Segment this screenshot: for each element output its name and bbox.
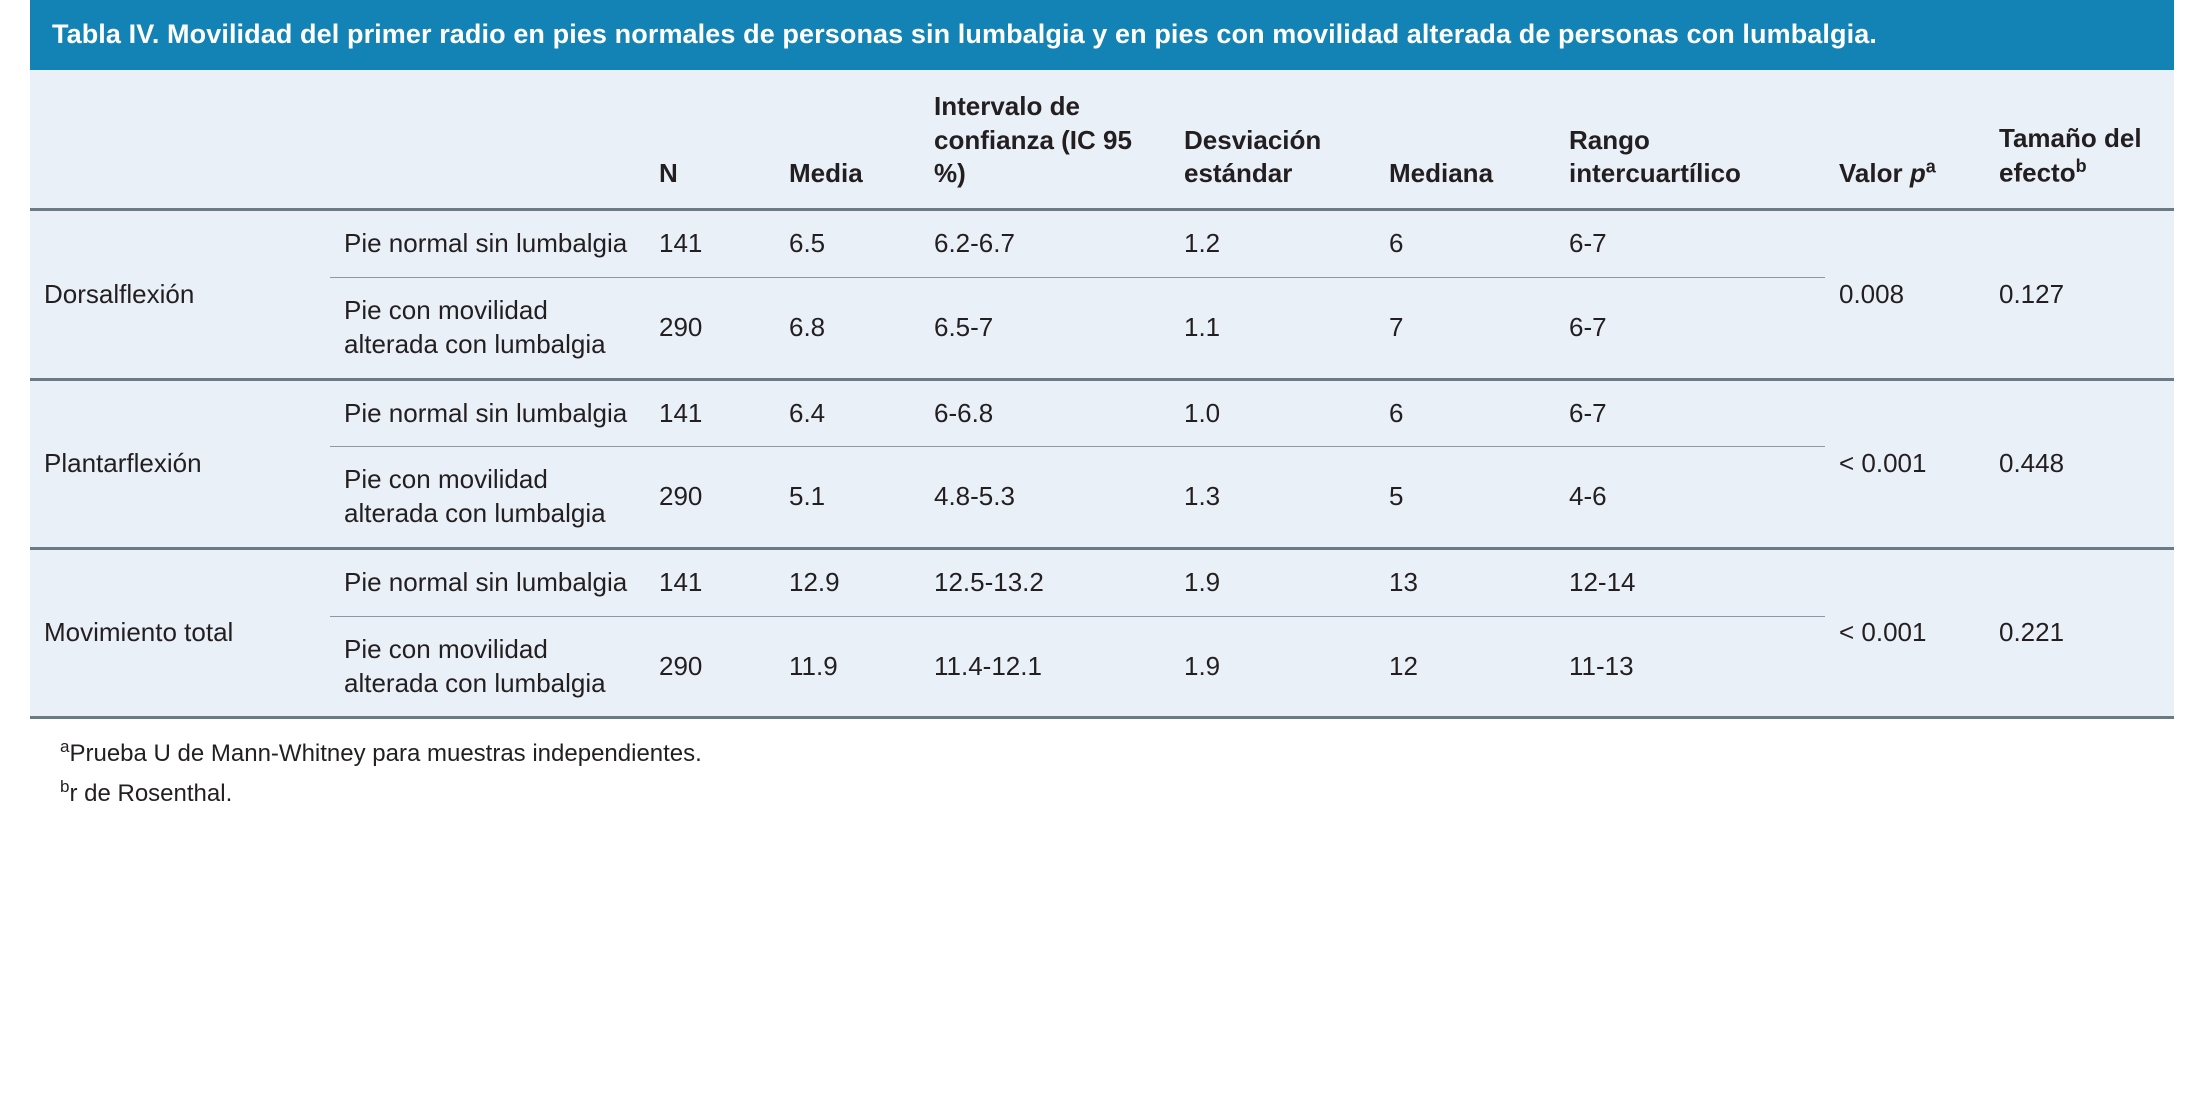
group-label: Movimiento total (30, 549, 330, 718)
value-median: 6 (1375, 379, 1555, 447)
header-p-superscript: a (1925, 156, 1936, 177)
subgroup-label: Pie normal sin lumbalgia (330, 549, 645, 617)
value-effect-size: 0.127 (1985, 210, 2174, 379)
subgroup-label: Pie con movilidad alterada con lumbalgia (330, 447, 645, 549)
value-p: < 0.001 (1825, 549, 1985, 718)
value-median: 5 (1375, 447, 1555, 549)
value-n: 141 (645, 379, 775, 447)
table-row (30, 549, 2174, 617)
value-confidence-interval: 11.4-12.1 (920, 616, 1170, 718)
value-confidence-interval: 4.8-5.3 (920, 447, 1170, 549)
footnote-a-text: Prueba U de Mann-Whitney para muestras independientes. (69, 740, 702, 768)
subgroup-label: Pie con movilidad alterada con lumbalgia (330, 278, 645, 380)
value-median: 13 (1375, 549, 1555, 617)
value-standard-deviation: 1.2 (1170, 210, 1375, 278)
value-media: 5.1 (775, 447, 920, 549)
value-media: 11.9 (775, 616, 920, 718)
footnote-b-text: r de Rosenthal. (69, 780, 233, 808)
table-body (30, 210, 2174, 718)
header-median: Mediana (1375, 70, 1555, 209)
header-standard-deviation: Desviación estándar (1170, 70, 1375, 209)
subgroup-label: Pie normal sin lumbalgia (330, 210, 645, 278)
group-label: Plantarflexión (30, 379, 330, 548)
value-media: 6.8 (775, 278, 920, 380)
header-row (30, 70, 2174, 209)
header-media: Media (775, 70, 920, 209)
header-p-value: Valor $p^a$ (1825, 70, 1985, 209)
group-label: Dorsalflexión (30, 210, 330, 379)
header-effect-superscript: b (2075, 156, 2087, 177)
value-median: 6 (1375, 210, 1555, 278)
header-p-italic: p (1909, 157, 1926, 188)
value-interquartile-range: 6-7 (1555, 379, 1825, 447)
value-p: < 0.001 (1825, 379, 1985, 548)
value-confidence-interval: 6.5-7 (920, 278, 1170, 380)
table-row (30, 210, 2174, 278)
mobility-data-table (30, 70, 2174, 719)
header-effect-size (1985, 70, 2174, 209)
subgroup-label: Pie con movilidad alterada con lumbalgia (330, 616, 645, 718)
value-standard-deviation: 1.3 (1170, 447, 1375, 549)
value-p: 0.008 (1825, 210, 1985, 379)
value-median: 12 (1375, 616, 1555, 718)
value-standard-deviation: 1.0 (1170, 379, 1375, 447)
value-n: 290 (645, 278, 775, 380)
footnote-b-marker: b (60, 777, 70, 797)
value-interquartile-range: 6-7 (1555, 210, 1825, 278)
value-n: 141 (645, 210, 775, 278)
value-media: 6.4 (775, 379, 920, 447)
value-n: 141 (645, 549, 775, 617)
value-media: 12.9 (775, 549, 920, 617)
table-caption: Tabla IV. Movilidad del primer radio en pies normales de personas sin lumbalgia y en pies con movilidad alterada de personas con lumbalgia. (30, 0, 2174, 70)
value-standard-deviation: 1.9 (1170, 616, 1375, 718)
value-median: 7 (1375, 278, 1555, 380)
header-n: N (645, 70, 775, 209)
header-interquartile-range: Rango intercuartílico (1555, 70, 1825, 209)
value-interquartile-range: 6-7 (1555, 278, 1825, 380)
subgroup-label: Pie normal sin lumbalgia (330, 379, 645, 447)
footnote-b (60, 773, 2144, 813)
value-n: 290 (645, 447, 775, 549)
value-n: 290 (645, 616, 775, 718)
table-row (30, 379, 2174, 447)
value-media: 6.5 (775, 210, 920, 278)
value-effect-size: 0.448 (1985, 379, 2174, 548)
header-effect-size-text: Tamaño del efecto (1999, 123, 2142, 188)
table-header (30, 70, 2174, 209)
value-confidence-interval: 12.5-13.2 (920, 549, 1170, 617)
footnote-a-marker: a (60, 737, 70, 757)
table-footnotes (30, 719, 2174, 813)
value-confidence-interval: 6-6.8 (920, 379, 1170, 447)
value-standard-deviation: 1.1 (1170, 278, 1375, 380)
value-effect-size: 0.221 (1985, 549, 2174, 718)
value-standard-deviation: 1.9 (1170, 549, 1375, 617)
value-interquartile-range: 12-14 (1555, 549, 1825, 617)
value-confidence-interval: 6.2-6.7 (920, 210, 1170, 278)
header-subgroup (330, 70, 645, 209)
header-confidence-interval: Intervalo de confianza (IC 95 %) (920, 70, 1170, 209)
footnote-a (60, 733, 2144, 773)
value-interquartile-range: 11-13 (1555, 616, 1825, 718)
value-interquartile-range: 4-6 (1555, 447, 1825, 549)
header-group (30, 70, 330, 209)
